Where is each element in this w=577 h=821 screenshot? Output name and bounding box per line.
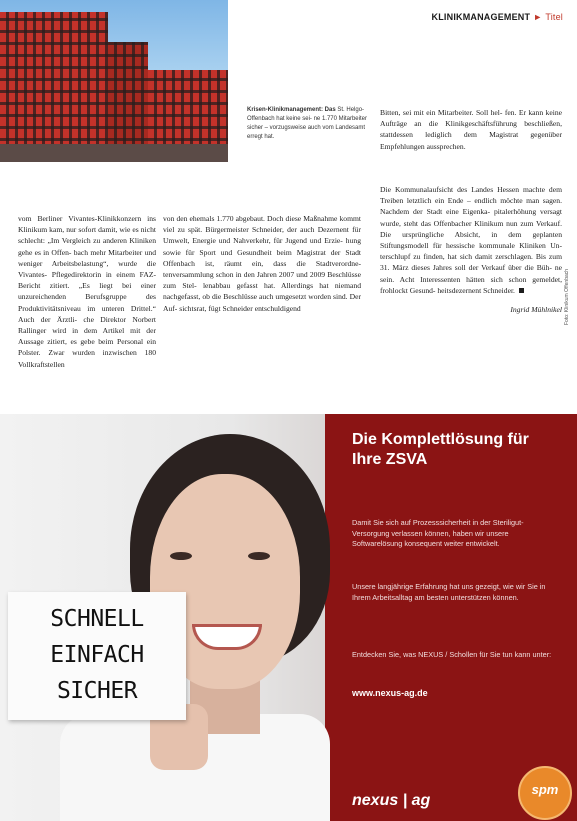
ad-paragraph-1: Damit Sie sich auf Prozesssicherheit in der Steriligut-Versorgung verlassen können, haben wir unsere Softwarelösung konsequent weiter entwickelt. <box>352 518 524 548</box>
ad-headline: Die Komplettlösung für Ihre ZSVA <box>352 431 529 468</box>
photo-caption <box>247 106 367 142</box>
card-word-fast: SCHNELL <box>50 606 144 632</box>
paragraph: vom Berliner Vivantes-Klinikkonzern ins Klinikum kam, nur sofort damit, wie es nicht schlecht: „Im Vergleich zu anderen Kliniken gehe es in Offen- bach mehr Mitarbeiter und weniger Arbeitsbelastung“, wurde die Vivantes- Pflegedirektorin in einem FAZ-Bericht zitiert. „Es liegt bei einer unzureichenden Berufsgruppe des Produktivitätsniveau im unteren Drittel.“ Auch der Ärztli- che Direktor Norbert Rallinger wird in dem Artikel mit der Aussage zitiert, es gebe beim Personal ein Polster. Zwar wurden inzwischen 180 Vollkraftstellen <box>18 214 156 369</box>
arrow-right-icon: ► <box>533 12 543 22</box>
article-author: Ingrid Mühlnikel <box>510 305 562 315</box>
nexus-logo: nexus | ag <box>352 792 431 809</box>
ad-paragraph-3: Entdecken Sie, was NEXUS / Schollen für Sie tun kann unter: <box>352 650 552 659</box>
article-column-right-top <box>380 107 562 160</box>
paragraph: von den ehemals 1.770 abgebaut. Doch diese Maßnahme kommt viel zu spät. Bürgermeister Schneider, der auch Dezernent für Umwelt, Energie und Nahverkehr, für Jugend und Erzie- hung sowie für Sport und Gesundheit beim Magistrat der Stadt Offenbach ist, räumt ein, dass die Stadtverordne- tenversammlung schon in den Jahren 2007 und 2009 Beschlüsse zum Stel- lenabbau gefasst hat. Allerdings hat niemand nachgefasst, ob die Beschlüsse auch umgesetzt worden sind. Der Auf- sichtsrat, fügt Schneider entschuldigend <box>163 214 361 313</box>
ad-paragraph-2: Unsere langjährige Erfahrung hat uns gezeigt, wie wir Sie in Ihrem Arbeitsalltag am besten unterstützen können. <box>352 582 546 602</box>
spm-badge-icon: spm <box>518 766 572 820</box>
end-square-icon <box>519 288 524 293</box>
nexus-advertisement <box>0 414 577 821</box>
paragraph-text: Die Kommunalaufsicht des Landes Hessen machte dem Treiben letztlich ein Ende – endlich möchte man sagen. Nachdem der Stadt eine Eigenka- pitalerhöhung versagt wurde, steht das Offenbacher Klinikum nun zum Verkauf. Die ursprüngliche Absicht, in dem geplanten Stiftungsmodell für hessische kommunale Kliniken Un- terschlupf zu finden, hat sich damit zerschlagen. Bis zum 31. März dieses Jahres soll der Verkauf über die Büh- ne sein. Acht Interessenten hätten sich schon gemeldet, frohlockt Gesund- heitsdezernent Schneider. <box>380 185 562 295</box>
section-subtitle: Titel <box>545 12 563 22</box>
paragraph <box>380 184 562 296</box>
section-header <box>432 12 563 22</box>
ad-url-link[interactable]: www.nexus-ag.de <box>352 688 428 698</box>
card-word-safe: SICHER <box>56 678 138 704</box>
paragraph: Bitten, sei mit ein Mitarbeiter. Soll hel- fen. Er kann keine Aufträge an die Klinikgeschäftsführung beschließen, stattdessen lediglich dem Magistrat gegenüber Empfehlungen aussprechen. <box>380 108 562 151</box>
card-word-simple: EINFACH <box>50 642 144 668</box>
ad-card <box>8 592 186 720</box>
woman-eye-left <box>170 552 192 560</box>
section-title: KLINIKMANAGEMENT <box>431 12 531 22</box>
article-column-right <box>380 184 562 315</box>
street <box>0 144 228 162</box>
caption-text: St. Helgo-Offenbach hat keine sei- ne 1.770 Mitarbeiter sicher – vorzugsweise auch vom Landesamt erregt hat. <box>247 107 367 140</box>
article-column-left <box>18 213 156 378</box>
caption-lead: Krisen-Klinikmanagement: Das <box>247 107 336 113</box>
building-left-wing <box>0 12 108 162</box>
article-column-middle <box>163 213 361 322</box>
ad-red-panel <box>325 414 577 821</box>
photo-credit: Foto: Klinikum Offenbach <box>564 268 570 325</box>
hospital-photo <box>0 0 228 162</box>
woman-eye-right <box>248 552 270 560</box>
